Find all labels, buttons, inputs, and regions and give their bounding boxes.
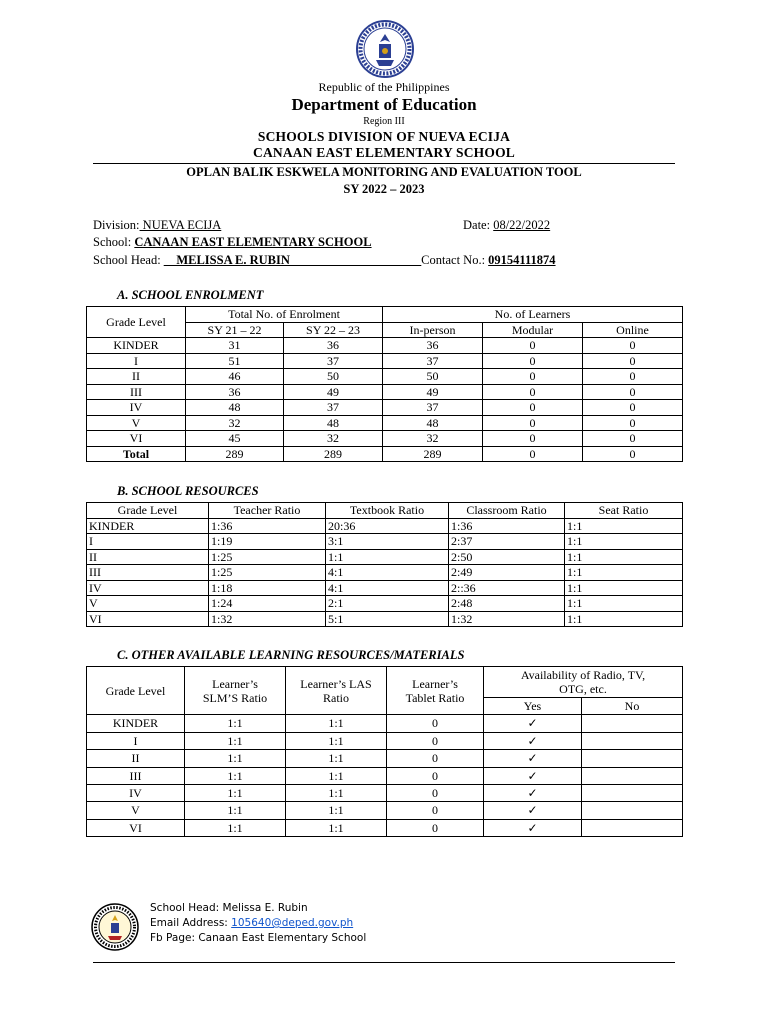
table-row [87,415,683,431]
materials-header-las [286,667,387,715]
materials-header-yes: Yes [484,698,582,715]
table-cell: I [87,534,209,550]
table-cell: I [87,353,186,369]
table-cell: 0 [583,384,683,400]
table-cell: 1:1 [185,819,286,836]
table-cell: 1:1 [185,785,286,802]
table-cell: 1:1 [185,802,286,819]
date-label: Date: [463,218,494,232]
table-cell: 0 [387,715,484,732]
table-cell: 0 [583,353,683,369]
table-cell: 289 [383,446,483,462]
table-cell: 1:1 [286,785,387,802]
table-cell: 1:1 [286,802,387,819]
table-cell: 37 [284,353,383,369]
table-cell: II [87,549,209,565]
resources-header-seat: Seat Ratio [565,503,683,519]
table-cell: 2:49 [449,565,565,581]
table-cell: III [87,767,185,784]
total-row [87,446,683,462]
table-cell: 0 [483,431,583,447]
table-cell [582,819,683,836]
table-cell: 1:25 [209,565,326,581]
table-cell: 0 [483,338,583,354]
table-cell: 50 [383,369,483,385]
division-field [93,218,221,233]
table-cell: 1:1 [185,750,286,767]
table-row [87,549,683,565]
school-logo-icon [91,903,139,951]
table-cell: 0 [483,353,583,369]
materials-header-availability-2: OTG, etc. [559,682,607,696]
enrolment-header-grade: Grade Level [87,307,186,338]
table-cell: 0 [583,446,683,462]
table-cell: V [87,596,209,612]
footer-email-label: Email Address: [150,917,232,929]
check-icon: ✓ [484,785,582,802]
table-cell: 4:1 [326,580,449,596]
resources-header-grade: Grade Level [87,503,209,519]
table-cell: 0 [483,369,583,385]
school-title: CANAAN EAST ELEMENTARY SCHOOL [253,145,515,160]
resources-table [86,502,683,627]
table-cell: II [87,750,185,767]
table-row [87,384,683,400]
table-cell: 0 [583,431,683,447]
table-cell: 0 [483,400,583,416]
table-cell: KINDER [87,715,185,732]
table-cell: KINDER [87,338,186,354]
resources-header-classroom: Classroom Ratio [449,503,565,519]
table-row [87,715,683,732]
school-field [93,235,372,250]
table-cell: 48 [383,415,483,431]
section-a-title: A. SCHOOL ENROLMENT [117,288,264,302]
table-cell: 0 [387,750,484,767]
table-cell: 49 [383,384,483,400]
materials-header-availability [484,667,683,698]
check-icon: ✓ [484,732,582,749]
table-cell: 1:1 [185,767,286,784]
table-cell: 37 [383,353,483,369]
materials-header-tablet [387,667,484,715]
table-cell: 1:1 [565,534,683,550]
table-cell: 37 [383,400,483,416]
contact-label: Contact No.: [421,253,489,267]
table-row [87,611,683,627]
table-cell: 1:25 [209,549,326,565]
table-row [87,580,683,596]
table-cell: VI [87,431,186,447]
enrolment-table [86,306,683,462]
email-link[interactable]: 105640@deped.gov.ph [231,917,354,929]
table-row [87,819,683,836]
table-cell [582,732,683,749]
table-cell: 1:1 [565,518,683,534]
table-cell: 0 [483,415,583,431]
table-cell: 2::36 [449,580,565,596]
table-cell: 36 [186,384,284,400]
enrolment-header-learners: No. of Learners [383,307,683,323]
table-cell: 2:48 [449,596,565,612]
division-label: Division: [93,218,140,232]
materials-header-grade: Grade Level [87,667,185,715]
table-cell: 1:1 [185,715,286,732]
table-cell: VI [87,819,185,836]
table-cell: 2:1 [326,596,449,612]
footer-email [150,917,353,929]
table-cell: 20:36 [326,518,449,534]
table-cell: 45 [186,431,284,447]
resources-header-teacher: Teacher Ratio [209,503,326,519]
table-cell [582,750,683,767]
tool-title: OPLAN BALIK ESKWELA MONITORING AND EVALUATION TOOL [186,165,582,179]
enrolment-header-sy1: SY 21 – 22 [186,322,284,338]
enrolment-header-online: Online [583,322,683,338]
table-cell: 1:1 [565,596,683,612]
materials-header-slm-2: SLM’S Ratio [202,690,268,705]
table-cell: V [87,415,186,431]
table-cell: 1:19 [209,534,326,550]
materials-header-no: No [582,698,683,715]
table-cell: 1:1 [185,732,286,749]
materials-table [86,666,683,837]
head-field [93,253,556,268]
table-cell: 36 [284,338,383,354]
table-cell: IV [87,580,209,596]
table-row [87,338,683,354]
table-cell: II [87,369,186,385]
table-cell: I [87,732,185,749]
table-row [87,785,683,802]
table-cell: 1:1 [286,715,387,732]
section-b-title: B. SCHOOL RESOURCES [117,484,259,498]
enrolment-header-sy2: SY 22 – 23 [284,322,383,338]
table-cell: 1:24 [209,596,326,612]
table-cell: 0 [583,415,683,431]
check-icon: ✓ [484,715,582,732]
table-row [87,431,683,447]
deped-seal-icon [356,20,414,78]
date-field [463,218,550,233]
footer-fb: Fb Page: Canaan East Elementary School [150,932,367,944]
table-cell: 1:1 [326,549,449,565]
table-cell: 0 [387,785,484,802]
table-cell: 49 [284,384,383,400]
total-label: Total [87,446,186,462]
table-row [87,518,683,534]
section-c-title: C. OTHER AVAILABLE LEARNING RESOURCES/MATERIALS [117,648,465,662]
check-icon: ✓ [484,802,582,819]
table-cell: 0 [583,369,683,385]
materials-header-availability-1: Availability of Radio, TV, [520,668,646,682]
materials-header-tablet-1: Learner’s [412,676,458,691]
table-row [87,750,683,767]
table-cell: VI [87,611,209,627]
materials-header-slm-1: Learner’s [212,676,258,691]
materials-header-las-2: Ratio [323,690,349,705]
table-cell [582,785,683,802]
date-value: 08/22/2022 [493,218,551,232]
table-row [87,802,683,819]
table-cell: 32 [284,431,383,447]
head-value: __MELISSA E. RUBIN_____________________ [163,253,422,267]
enrolment-header-inperson: In-person [383,322,483,338]
check-icon: ✓ [484,767,582,784]
table-cell: 1:32 [449,611,565,627]
table-cell: 2:37 [449,534,565,550]
table-cell: IV [87,785,185,802]
table-cell: 31 [186,338,284,354]
table-row [87,767,683,784]
table-cell: 37 [284,400,383,416]
table-cell: 50 [284,369,383,385]
table-cell: 4:1 [326,565,449,581]
table-cell [582,802,683,819]
table-cell: 289 [284,446,383,462]
contact-value: 09154111874 [488,253,556,267]
table-cell: III [87,384,186,400]
table-cell: 5:1 [326,611,449,627]
head-label: School Head: [93,253,164,267]
enrolment-header-modular: Modular [483,322,583,338]
school-year: SY 2022 – 2023 [343,182,425,196]
table-cell: V [87,802,185,819]
table-row [87,565,683,581]
table-cell: IV [87,400,186,416]
materials-header-tablet-2: Tablet Ratio [405,690,465,705]
footer-rule [93,962,675,963]
table-cell: 0 [583,338,683,354]
table-cell: 1:1 [286,767,387,784]
department-title: Department of Education [291,95,477,114]
table-cell: 51 [186,353,284,369]
materials-header-slm [185,667,286,715]
school-label: School: [93,235,135,249]
division-value: NUEVA ECIJA [139,218,222,232]
division-title: SCHOOLS DIVISION OF NUEVA ECIJA [257,129,511,144]
header-rule [93,163,675,164]
table-cell: 3:1 [326,534,449,550]
footer-head: School Head: Melissa E. Rubin [150,902,308,914]
table-cell: 2:50 [449,549,565,565]
table-cell: 1:1 [565,580,683,596]
table-cell: 1:32 [209,611,326,627]
table-cell: 48 [186,400,284,416]
table-cell: 0 [583,400,683,416]
table-cell [582,767,683,784]
check-icon: ✓ [484,819,582,836]
table-cell: 0 [483,384,583,400]
table-cell: 0 [387,767,484,784]
table-cell: 1:1 [286,750,387,767]
materials-header-las-1: Learner’s LAS [300,676,372,691]
table-row [87,353,683,369]
table-row [87,400,683,416]
table-cell [582,715,683,732]
table-cell: 1:1 [565,549,683,565]
table-cell: 48 [284,415,383,431]
republic-line: Republic of the Philippines [318,80,450,94]
table-cell: 1:36 [449,518,565,534]
table-row [87,596,683,612]
table-cell: 1:1 [286,819,387,836]
check-icon: ✓ [484,750,582,767]
table-cell: 46 [186,369,284,385]
table-cell: 32 [383,431,483,447]
table-row [87,732,683,749]
table-cell: 1:18 [209,580,326,596]
enrolment-header-total: Total No. of Enrolment [186,307,383,323]
table-cell: 1:36 [209,518,326,534]
region-line: Region III [363,116,405,127]
resources-header-textbook: Textbook Ratio [326,503,449,519]
table-cell: KINDER [87,518,209,534]
table-cell: 0 [387,802,484,819]
table-cell: 36 [383,338,483,354]
table-row [87,369,683,385]
table-cell: 289 [186,446,284,462]
school-value: CANAAN EAST ELEMENTARY SCHOOL [134,235,372,249]
table-cell: III [87,565,209,581]
table-cell: 1:1 [286,732,387,749]
table-cell: 0 [387,732,484,749]
table-cell: 0 [387,819,484,836]
table-row [87,534,683,550]
table-cell: 1:1 [565,611,683,627]
table-cell: 32 [186,415,284,431]
table-cell: 0 [483,446,583,462]
table-cell: 1:1 [565,565,683,581]
